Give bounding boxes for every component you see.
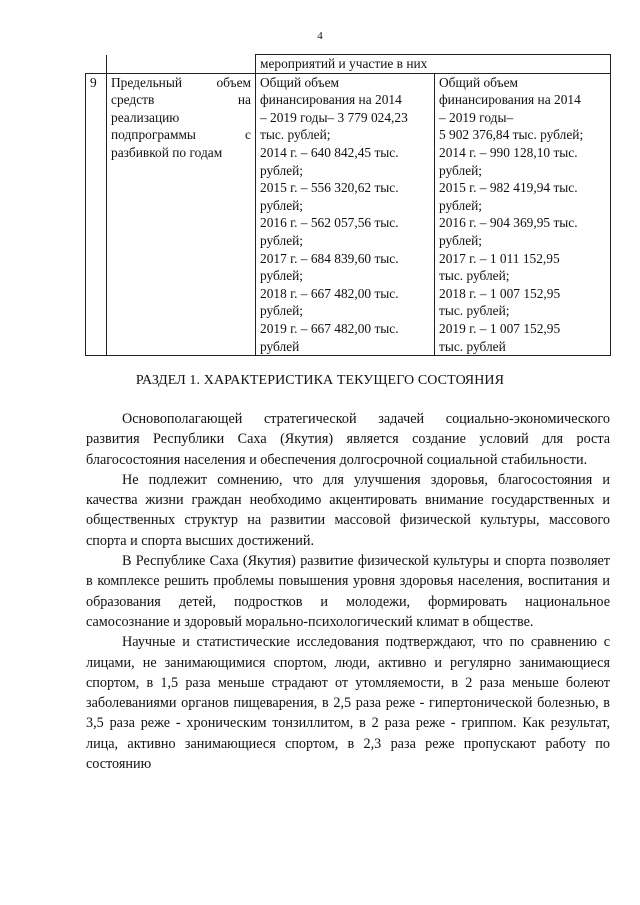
- paragraph: Основополагающей стратегической задачей социально-экономического развития Республики Саха (Якутия) является создание условий для роста благосостояния населения и обеспечения долгосрочной социальной стабильности.: [86, 411, 610, 468]
- funding-column-1: [256, 73, 435, 356]
- funding-line: рублей;: [260, 197, 304, 213]
- body-text: [86, 409, 610, 774]
- funding-line: 2014 г. – 990 128,10 тыс.: [439, 144, 578, 160]
- funding-line: 2017 г. – 684 839,60 тыс.: [260, 250, 399, 266]
- row-name: [107, 73, 256, 356]
- funding-line: тыс. рублей: [439, 338, 506, 354]
- funding-line: 2014 г. – 640 842,45 тыс.: [260, 144, 399, 160]
- program-passport-table: [85, 54, 611, 356]
- paragraph: Не подлежит сомнению, что для улучшения здоровья, благосостояния и качества жизни граждан необходимо акцентировать внимание государственных и общественных структур на развитии массовой физической культуры, массового спорта и спорта высших достижений.: [86, 471, 610, 549]
- funding-line: рублей: [260, 338, 300, 354]
- funding-line: тыс. рублей;: [439, 268, 510, 284]
- funding-line: тыс. рублей;: [439, 303, 510, 319]
- funding-line: рублей;: [439, 162, 483, 178]
- row-name-line: подпрограммы с: [111, 127, 251, 143]
- row-name-line: Предельный объем: [111, 74, 251, 90]
- funding-line: рублей;: [439, 232, 483, 248]
- funding-line: 2015 г. – 982 419,94 тыс.: [439, 180, 578, 196]
- funding-line: 2019 г. – 667 482,00 тыс.: [260, 320, 399, 336]
- table-cell-empty: [107, 55, 256, 74]
- table-row-top: [86, 55, 611, 74]
- funding-line: рублей;: [260, 162, 304, 178]
- row-name-line: разбивкой по годам: [111, 144, 223, 160]
- funding-line: – 2019 годы–: [439, 109, 514, 125]
- row-name-line: средств на: [111, 92, 251, 108]
- table-cell-empty: [86, 55, 107, 74]
- section-heading: РАЗДЕЛ 1. ХАРАКТЕРИСТИКА ТЕКУЩЕГО СОСТОЯНИЯ: [135, 373, 505, 388]
- funding-line: 2018 г. – 667 482,00 тыс.: [260, 285, 399, 301]
- funding-line: 2018 г. – 1 007 152,95: [439, 285, 561, 301]
- funding-line: 2017 г. – 1 011 152,95: [439, 250, 560, 266]
- funding-line: рублей;: [260, 232, 304, 248]
- row-number: 9: [86, 73, 107, 356]
- funding-line: финансирования на 2014: [439, 92, 581, 108]
- paragraph: Научные и статистические исследования подтверждают, что по сравнению с лицами, не занимающимися спортом, люди, активно и регулярно занимающиеся спортом, в 1,5 раза меньше страдают от утомляемости, в 2 раза меньше болеют заболеваниями органов пищеварения, в 2,5 раза реже - гипертонической болезнью, в 3,5 раза реже - хроническим тонзиллитом, в 2 раза реже - гриппом. Как результат, лица, активно занимающиеся спортом, в 2,3 раза реже пропускают работу по состоянию: [86, 634, 610, 773]
- funding-line: 2016 г. – 562 057,56 тыс.: [260, 215, 399, 231]
- table-cell-measures: мероприятий и участие в них: [256, 55, 611, 74]
- funding-line: тыс. рублей;: [260, 127, 331, 143]
- funding-line: Общий объем: [439, 74, 518, 90]
- funding-line: финансирования на 2014: [260, 92, 402, 108]
- funding-line: 2015 г. – 556 320,62 тыс.: [260, 180, 399, 196]
- table-row-9: [86, 73, 611, 356]
- funding-column-2: [435, 73, 611, 356]
- funding-line: Общий объем: [260, 74, 339, 90]
- funding-line: – 2019 годы– 3 779 024,23: [260, 109, 408, 125]
- funding-line: 2019 г. – 1 007 152,95: [439, 320, 561, 336]
- funding-line: 5 902 376,84 тыс. рублей;: [439, 127, 584, 143]
- funding-line: рублей;: [260, 303, 304, 319]
- row-name-line: реализацию: [111, 109, 180, 125]
- paragraph: В Республике Саха (Якутия) развитие физической культуры и спорта позволяет в комплексе решить проблемы повышения уровня здоровья населения, воспитания и образования детей, подростков и молодежи, формировать национальное самосознание и здоровый морально-психологический климат в обществе.: [86, 553, 610, 630]
- page-number: 4: [317, 30, 323, 42]
- funding-line: рублей;: [260, 268, 304, 284]
- funding-line: 2016 г. – 904 369,95 тыс.: [439, 215, 578, 231]
- funding-line: рублей;: [439, 197, 483, 213]
